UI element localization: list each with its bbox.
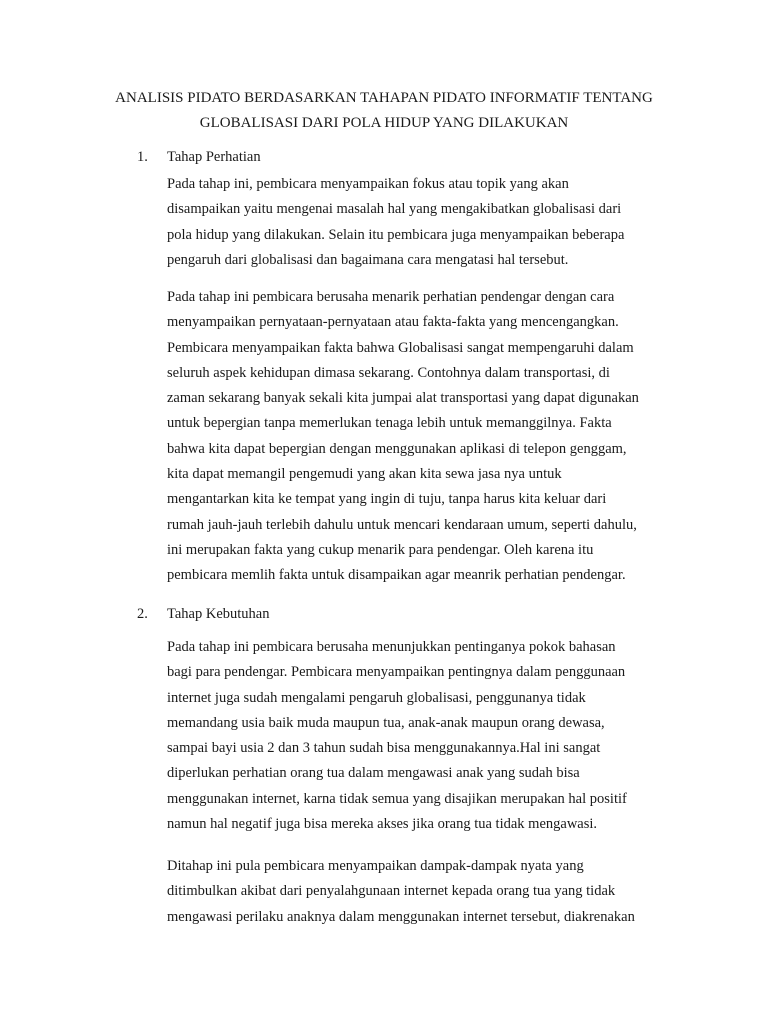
paragraph-line: disampaikan yaitu mengenai masalah hal yang mengakibatkan globalisasi dari	[167, 201, 622, 218]
paragraph-line: Pembicara menyampaikan fakta bahwa Globalisasi sangat mempengaruhi dalam	[167, 339, 634, 356]
section-1-paragraph-1	[167, 172, 687, 273]
section-2-paragraph-1	[167, 635, 687, 837]
paragraph-line: untuk bepergian tanpa memerlukan tenaga lebih untuk memanggilnya. Fakta	[167, 415, 612, 432]
section-1-heading: Tahap Perhatian	[167, 149, 261, 165]
paragraph-line: memandang usia baik muda maupun tua, anak-anak maupun orang dewasa,	[167, 714, 605, 731]
paragraph-line: bagi para pendengar. Pembicara menyampaikan pentingnya dalam penggunaan	[167, 664, 626, 681]
paragraph-line: Pada tahap ini pembicara berusaha menarik perhatian pendengar dengan cara	[167, 289, 615, 305]
paragraph-line: ditimbulkan akibat dari penyalahgunaan internet kepada orang tua yang tidak	[167, 883, 616, 900]
paragraph-line: pengaruh dari globalisasi dan bagaimana cara mengatasi hal tersebut.	[167, 251, 569, 268]
paragraph-line: rumah jauh-jauh terlebih dahulu untuk mencari kendaraan umum, seperti dahulu,	[167, 516, 637, 533]
paragraph-line: Pada tahap ini, pembicara menyampaikan fokus atau topik yang akan	[167, 176, 569, 192]
paragraph-line: Pada tahap ini pembicara berusaha menunjukkan pentinganya pokok bahasan	[167, 639, 616, 655]
paragraph-line: kita dapat memangil pengemudi yang akan kita sewa jasa nya untuk	[167, 466, 562, 483]
paragraph-line: bahwa kita dapat bepergian dengan menggunakan aplikasi di telepon genggam,	[167, 440, 627, 457]
section-2-paragraph-2	[167, 854, 687, 930]
paragraph-line: menyampaikan pernyataan-pernyataan atau fakta-fakta yang mencengangkan.	[167, 314, 619, 331]
paragraph-line: pembicara memlih fakta untuk disampaikan agar meanrik perhatian pendengar.	[167, 567, 626, 584]
paragraph-line: mengawasi perilaku anaknya dalam menggunakan internet tersebut, diakrenakan	[167, 908, 635, 925]
section-2-heading: Tahap Kebutuhan	[167, 606, 270, 622]
paragraph-line: seluruh aspek kehidupan dimasa sekarang. Contohnya dalam transportasi, di	[167, 364, 610, 381]
title-line-1: ANALISIS PIDATO BERDASARKAN TAHAPAN PIDATO INFORMATIF TENTANG	[115, 90, 653, 106]
section-2-number: 2.	[137, 606, 148, 622]
paragraph-line: sampai bayi usia 2 dan 3 tahun sudah bisa menggunakannya.Hal ini sangat	[167, 740, 601, 757]
section-1-paragraph-2	[167, 285, 687, 589]
paragraph-line: internet juga sudah mengalami pengaruh globalisasi, penggunanya tidak	[167, 689, 586, 706]
paragraph-line: menggunakan internet, karna tidak semua yang disajikan merupakan hal positif	[167, 790, 627, 807]
section-1-number: 1.	[137, 149, 148, 165]
paragraph-line: ini merupakan fakta yang cukup menarik para pendengar. Oleh karena itu	[167, 541, 594, 558]
paragraph-line: pola hidup yang dilakukan. Selain itu pembicara juga menyampaikan beberapa	[167, 226, 625, 243]
paragraph-line: zaman sekarang banyak sekali kita jumpai alat transportasi yang dapat digunakan	[167, 390, 639, 407]
document-title	[60, 86, 708, 136]
title-line-2: GLOBALISASI DARI POLA HIDUP YANG DILAKUKAN	[199, 115, 569, 131]
paragraph-line: Ditahap ini pula pembicara menyampaikan dampak-dampak nyata yang	[167, 858, 584, 874]
paragraph-line: namun hal negatif juga bisa mereka akses jika orang tua tidak mengawasi.	[167, 816, 598, 833]
paragraph-line: mengantarkan kita ke tempat yang ingin di tuju, tanpa harus kita keluar dari	[167, 491, 607, 508]
paragraph-line: diperlukan perhatian orang tua dalam mengawasi anak yang sudah bisa	[167, 765, 580, 782]
